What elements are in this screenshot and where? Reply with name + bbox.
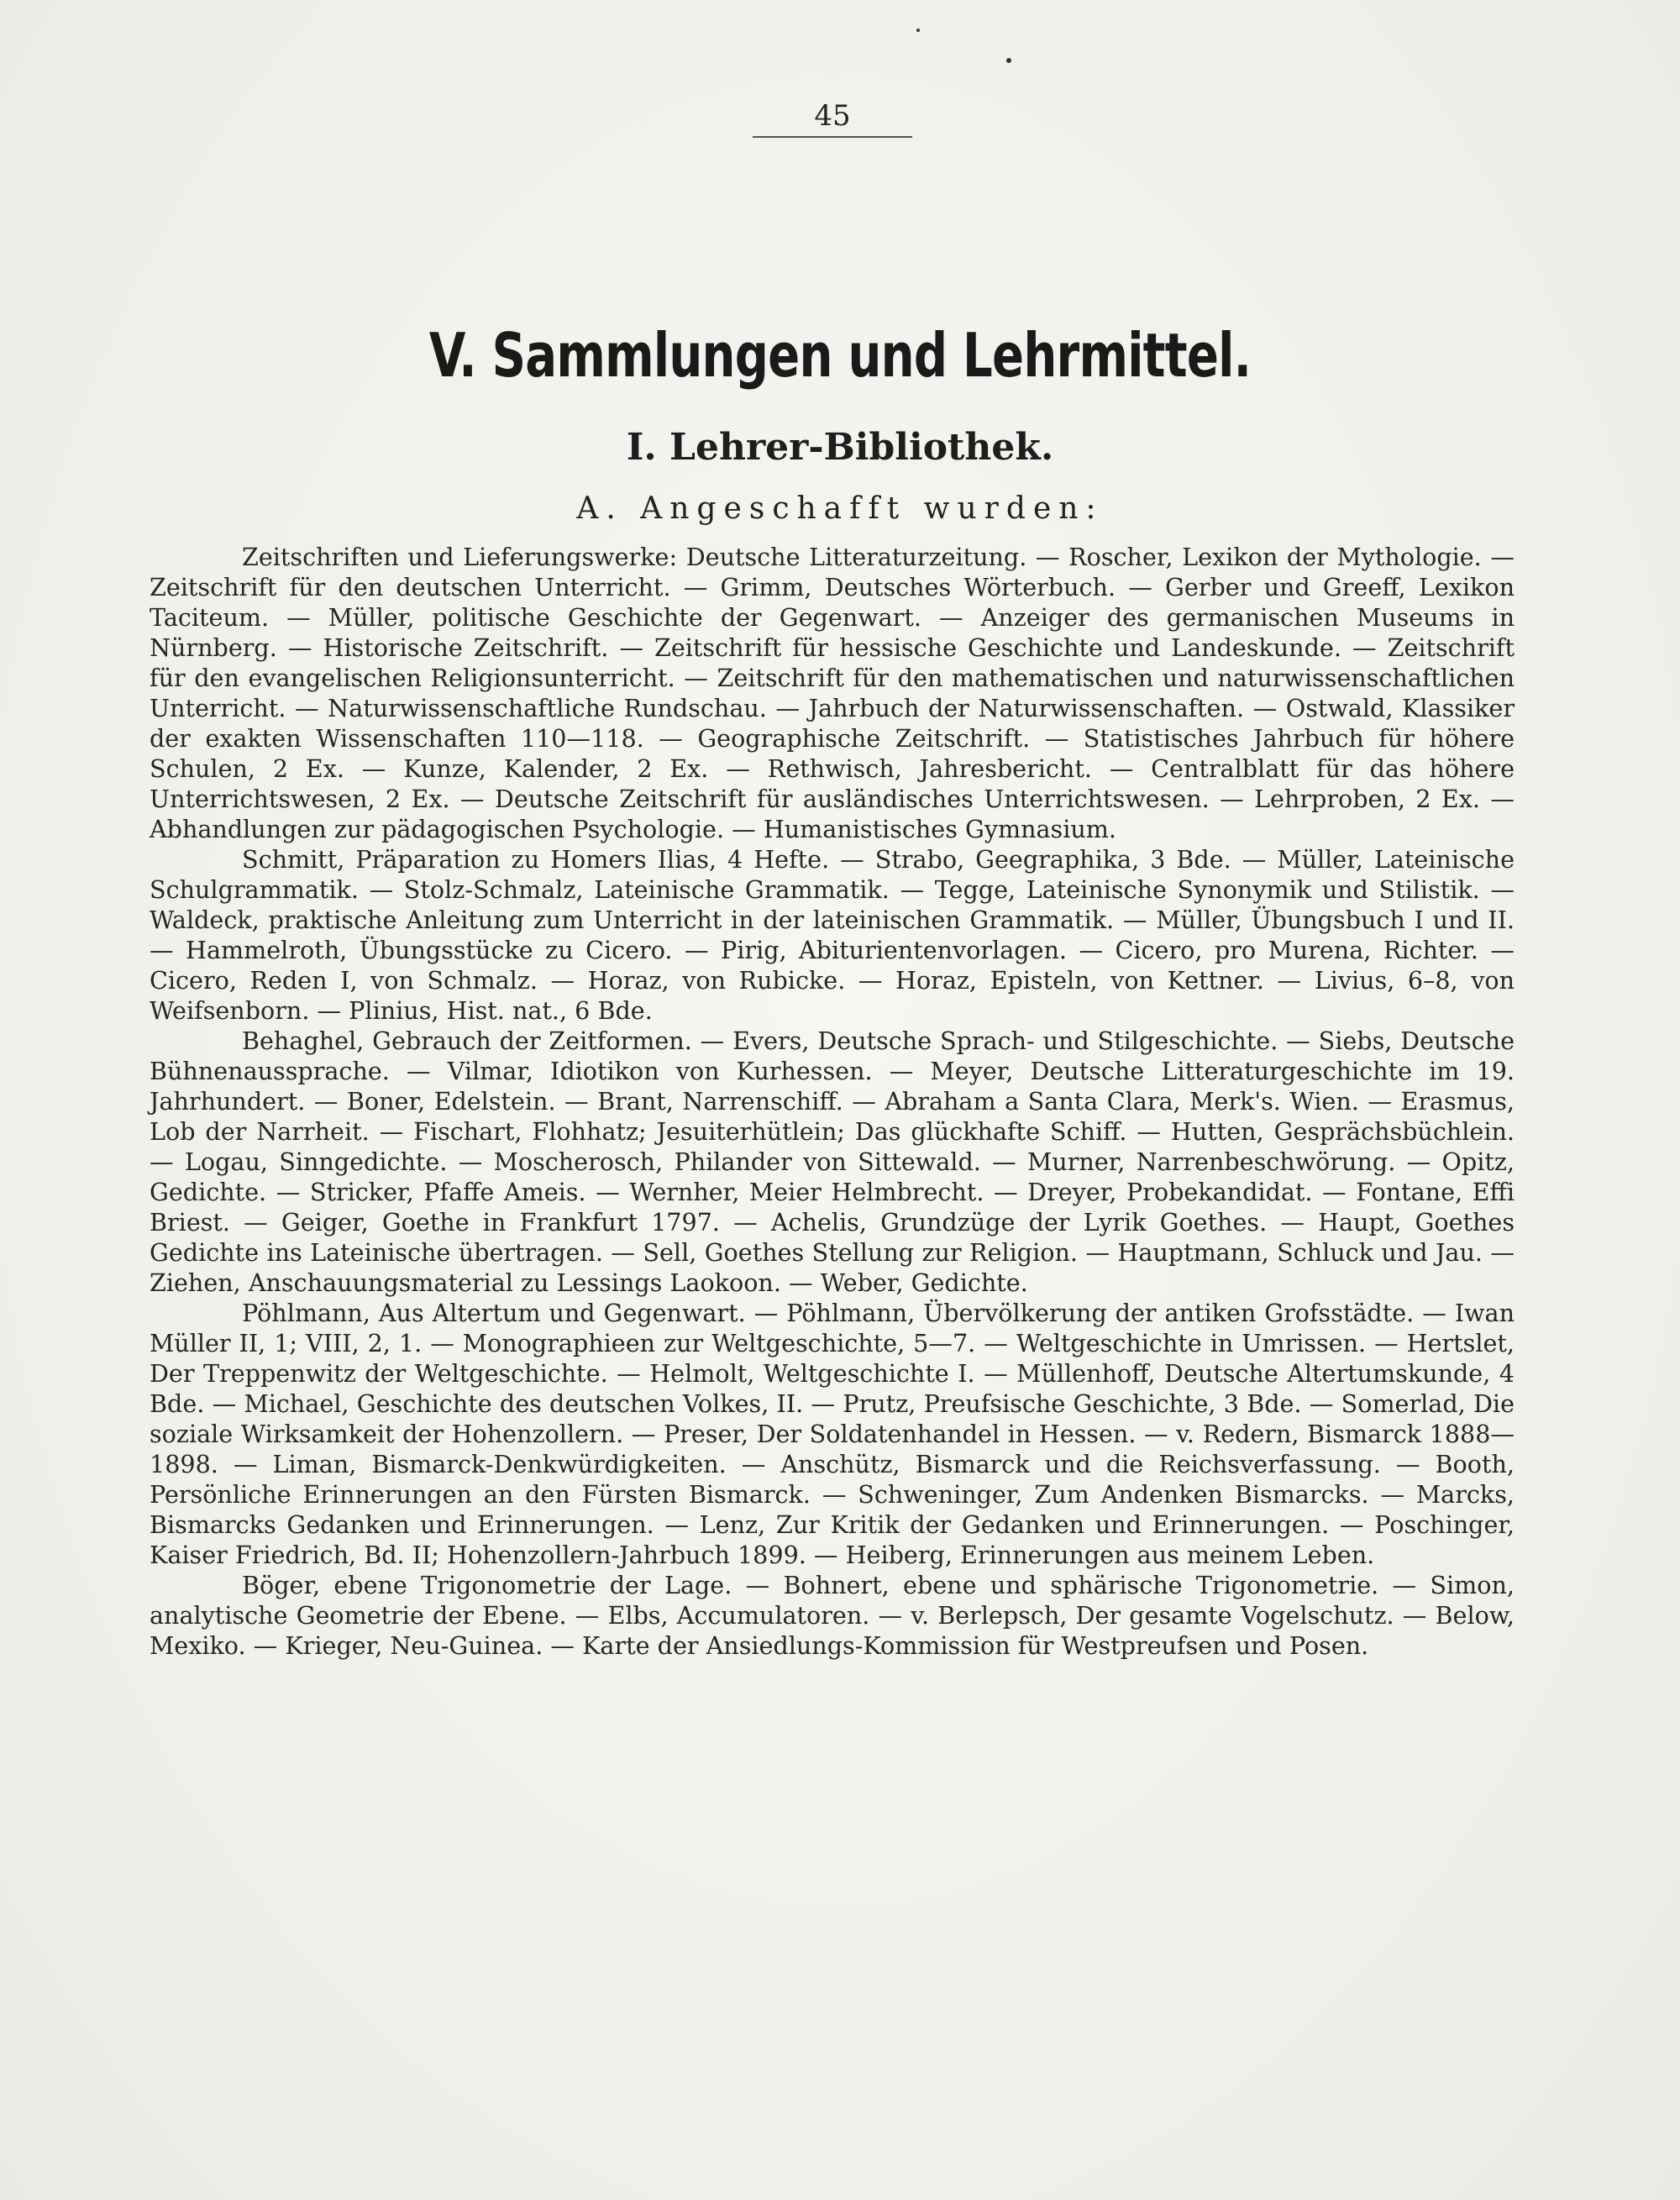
paragraph-classics: Schmitt, Präparation zu Homers Ilias, 4 Hefte. — Strabo, Geegraphika, 3 Bde. — Müller, Lateinische Schulgrammatik. — Stolz-Schmalz, Lateinische Grammatik. — Tegge, Lateinische Synonymik und Stilistik. — Waldeck, praktische Anleitung zum Unterricht in der lateinischen Grammatik. — Müller, Übungsbuch I und II. — Hammelroth, Übungsstücke zu Cicero. — Pirig, Abiturientenvorlagen. — Cicero, pro Murena, Richter. — Cicero, Reden I, von Schmalz. — Horaz, von Rubicke. — Horaz, Episteln, von Kettner. — Livius, 6–8, von Weifsenborn. — Plinius, Hist. nat., 6 Bde. — [150, 845, 1515, 1025]
page-number-rule — [753, 136, 912, 138]
sub-title: I. Lehrer-Bibliothek. — [626, 426, 1054, 469]
paragraph-german-literature: Behaghel, Gebrauch der Zeitformen. — Evers, Deutsche Sprach- und Stilgeschichte. — Siebs, Deutsche Bühnenaussprache. — Vilmar, Idiotikon von Kurhessen. — Meyer, Deutsche Litteraturgeschichte im 19. Jahrhundert. — Boner, Edelstein. — Brant, Narrenschiff. — Abraham a Santa Clara, Merk's. Wien. — Erasmus, Lob der Narrheit. — Fischart, Flohhatz; Jesuiterhütlein; Das glückhafte Schiff. — Hutten, Gesprächsbüchlein. — Logau, Sinngedichte. — Moscherosch, Philander von Sittewald. — Murner, Narrenbeschwörung. — Opitz, Gedichte. — Stricker, Pfaffe Ameis. — Wernher, Meier Helmbrecht. — Dreyer, Probekandidat. — Fontane, Effi Briest. — Geiger, Goethe in Frankfurt 1797. — Achelis, Grundzüge der Lyrik Goethes. — Haupt, Goethes Gedichte ins Lateinische übertragen. — Sell, Goethes Stellung zur Religion. — Hauptmann, Schluck und Jau. — Ziehen, Anschauungsmaterial zu Lessings Laokoon. — Weber, Gedichte. — [150, 1026, 1515, 1297]
paragraph-periodicals: Zeitschriften und Lieferungswerke: Deutsche Litteraturzeitung. — Roscher, Lexikon der Mythologie. — Zeitschrift für den deutschen Unterricht. — Grimm, Deutsches Wörterbuch. — Gerber und Greeff, Lexikon Taciteum. — Müller, politische Geschichte der Gegenwart. — Anzeiger des germanischen Museums in Nürnberg. — Historische Zeitschrift. — Zeitschrift für hessische Geschichte und Landeskunde. — Zeitschrift für den evangelischen Religionsunterricht. — Zeitschrift für den mathematischen und naturwissenschaftlichen Unterricht. — Naturwissenschaftliche Rundschau. — Jahrbuch der Naturwissenschaften. — Ostwald, Klassiker der exakten Wissenschaften 110—118. — Geographische Zeitschrift. — Statistisches Jahrbuch für höhere Schulen, 2 Ex. — Kunze, Kalender, 2 Ex. — Rethwisch, Jahresbericht. — Centralblatt für das höhere Unterrichtswesen, 2 Ex. — Deutsche Zeitschrift für ausländisches Unterrichtswesen. — Lehrproben, 2 Ex. — Abhandlungen zur pädagogischen Psychologie. — Humanistisches Gymnasium. — [150, 543, 1515, 843]
print-speck — [1006, 58, 1011, 63]
page-number: 45 — [814, 99, 851, 133]
print-speck — [916, 29, 920, 32]
paragraph-science: Böger, ebene Trigonometrie der Lage. — Bohnert, ebene und sphärische Trigonometrie. — Simon, analytische Geometrie der Ebene. — Elbs, Accumulatoren. — v. Berlepsch, Der gesamte Vogelschutz. — Below, Mexiko. — Krieger, Neu-Guinea. — Karte der Ansiedlungs-Kommission für Westpreufsen und Posen. — [150, 1571, 1515, 1660]
paragraph-history: Pöhlmann, Aus Altertum und Gegenwart. — Pöhlmann, Übervölkerung der antiken Grofsstädte. — Iwan Müller II, 1; VIII, 2, 1. — Monographieen zur Weltgeschichte, 5—7. — Weltgeschichte in Umrissen. — Hertslet, Der Treppenwitz der Weltgeschichte. — Helmolt, Weltgeschichte I. — Müllenhoff, Deutsche Altertumskunde, 4 Bde. — Michael, Geschichte des deutschen Volkes, II. — Prutz, Preufsische Geschichte, 3 Bde. — Somerlad, Die soziale Wirksamkeit der Hohenzollern. — Preser, Der Soldatenhandel in Hessen. — v. Redern, Bismarck 1888—1898. — Liman, Bismarck-Denkwürdigkeiten. — Anschütz, Bismarck und die Reichsverfassung. — Booth, Persönliche Erinnerungen an den Fürsten Bismarck. — Schweninger, Zum Andenken Bismarcks. — Marcks, Bismarcks Gedanken und Erinnerungen. — Lenz, Zur Kritik der Gedanken und Erinnerungen. — Poschinger, Kaiser Friedrich, Bd. II; Hohenzollern-Jahrbuch 1899. — Heiberg, Erinnerungen aus meinem Leben. — [150, 1299, 1515, 1569]
sub-sub-title: A. Angeschafft wurden: — [576, 491, 1104, 526]
body-text — [150, 542, 1515, 1661]
section-title: V. Sammlungen und Lehrmittel. — [428, 320, 1252, 391]
